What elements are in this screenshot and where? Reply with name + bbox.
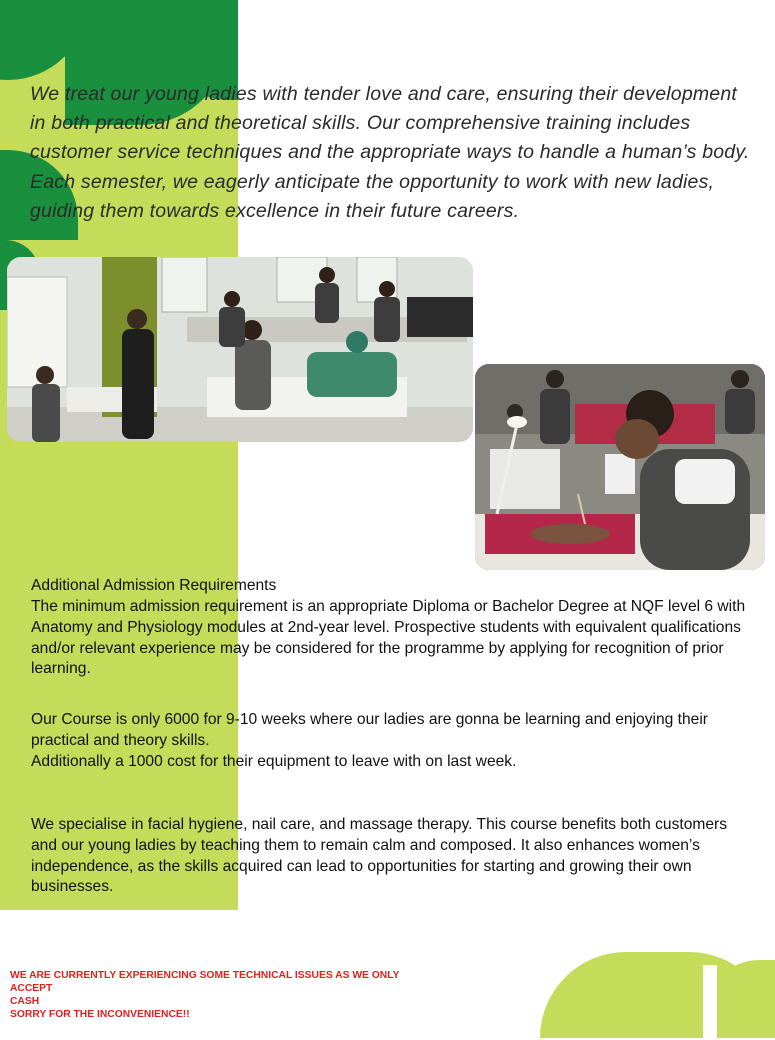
notice-line: WE ARE CURRENTLY EXPERIENCING SOME TECHNICAL ISSUES AS WE ONLY xyxy=(10,970,400,981)
classroom-training-photo xyxy=(7,257,473,442)
admission-paragraph: The minimum admission requirement is an appropriate Diploma or Bachelor Degree at NQF level 6 with Anatomy and Physiology modules at 2nd-year level. Prospective students with equivalent qualifications and/or relevant experience may be considered for the programme by applying for recognition of prior learning. xyxy=(31,598,746,678)
equipment-cost-line: Additionally a 1000 cost for their equipment to leave with on last week. xyxy=(31,753,517,770)
admission-heading: Additional Admission Requirements xyxy=(31,577,277,594)
white-divider-decoration xyxy=(703,965,717,1040)
course-price-paragraph: Our Course is only 6000 for 9-10 weeks where our ladies are gonna be learning and enjoying their practical and theory skills. xyxy=(31,711,709,749)
intro-paragraph: We treat our young ladies with tender love and care, ensuring their development in both practical and theoretical skills. Our comprehensive training includes customer service techniques and the appropriate ways to handle a human’s body. Each semester, we eagerly anticipate the opportunity to work with new ladies, guiding them towards excellence in their future careers. xyxy=(30,83,750,222)
notice-line: CASH xyxy=(10,996,40,1007)
payment-notice xyxy=(10,969,450,1021)
notice-line: SORRY FOR THE INCONVENIENCE!! xyxy=(10,1009,190,1020)
notice-line: ACCEPT xyxy=(10,983,53,994)
nail-care-photo xyxy=(475,364,765,570)
specialisation-paragraph: We specialise in facial hygiene, nail care, and massage therapy. This course benefits both customers and our young ladies by teaching them to remain calm and composed. It also enhances women’s independence, as the skills acquired can lead to opportunities for starting and growing their own businesses. xyxy=(31,816,728,896)
